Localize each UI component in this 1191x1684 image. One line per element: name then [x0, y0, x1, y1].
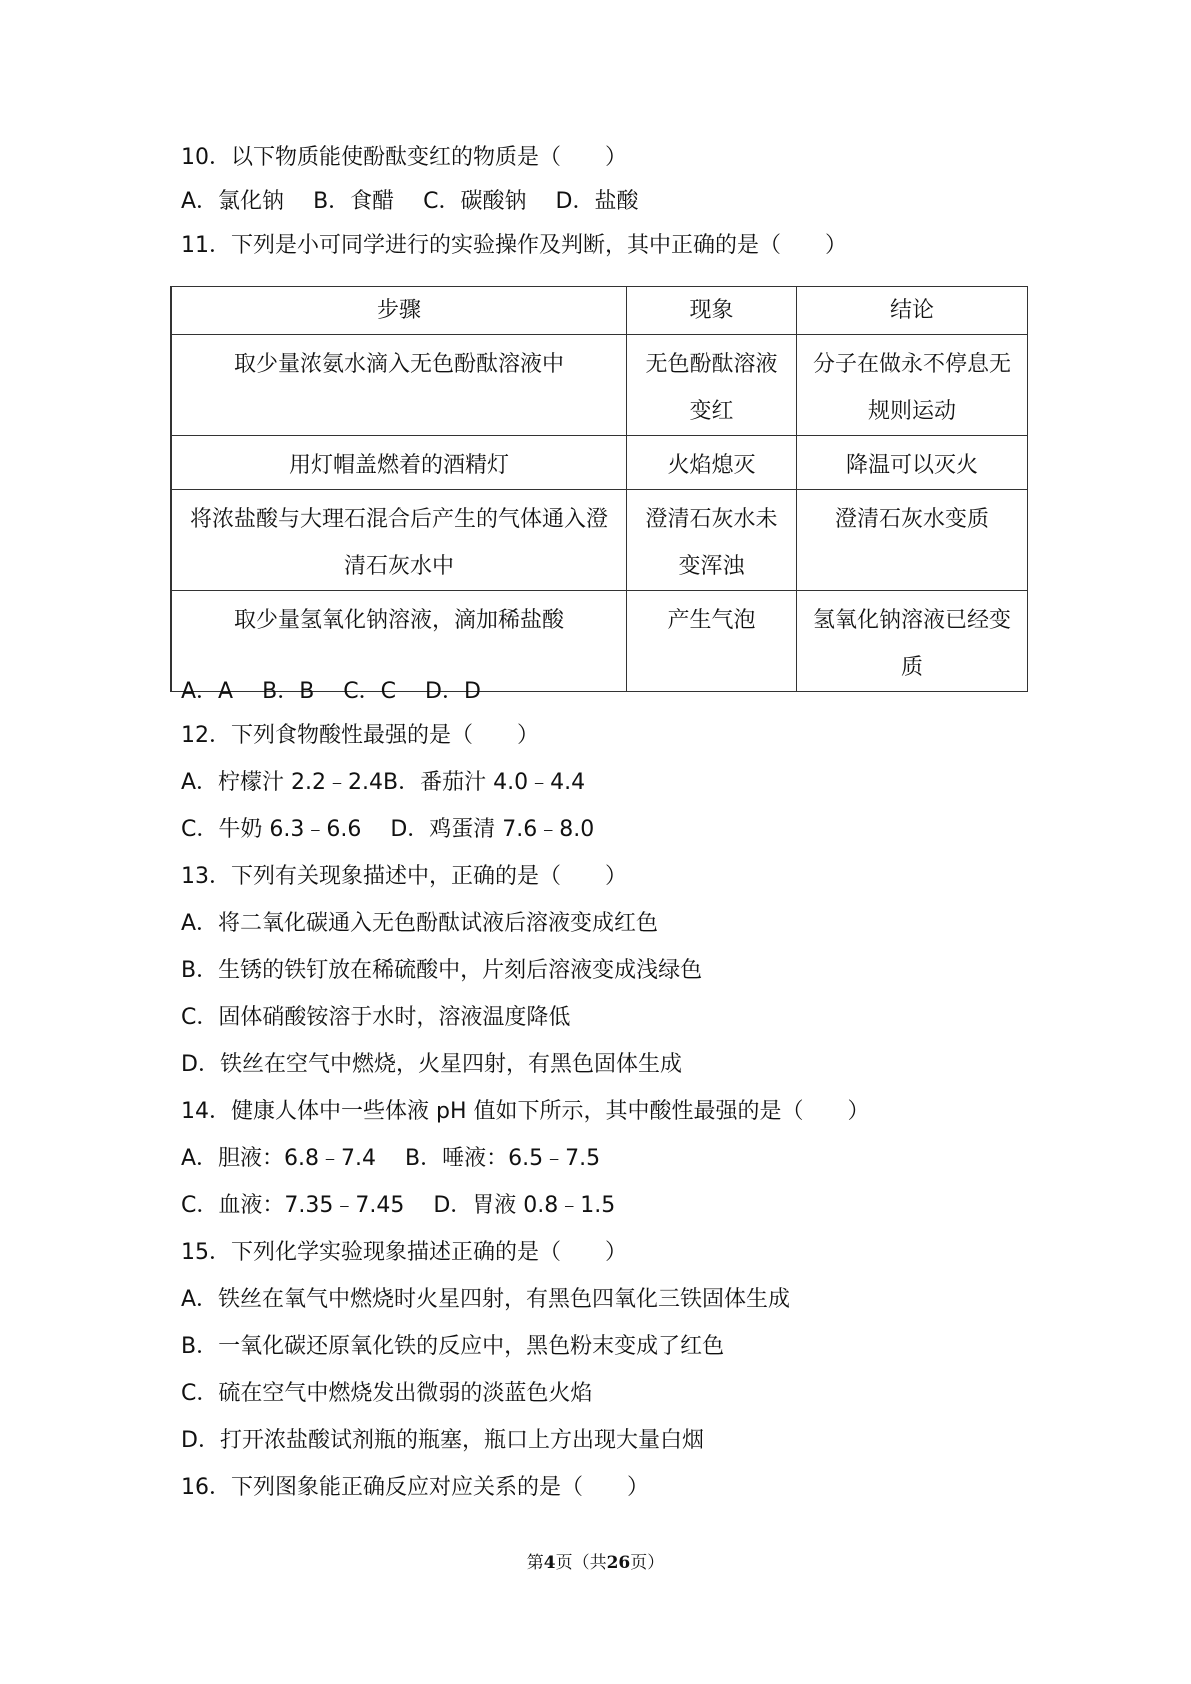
row-b-conclusion: 降温可以灭火: [796, 436, 1027, 490]
q16-stem: 16．下列图象能正确反应对应关系的是（ ）: [181, 1475, 649, 1500]
q10-option-c: C．碳酸钠: [423, 189, 527, 214]
q14-option-a: A．胆液：6.8﹣7.4: [181, 1146, 377, 1171]
q12-options-row1: [181, 768, 585, 798]
row-c-conclusion: 澄清石灰水变质: [796, 490, 1027, 591]
row-d-phenomenon: 产生气泡: [626, 591, 796, 692]
q14-option-b: B．唾液：6.5﹣7.5: [405, 1146, 601, 1171]
page-footer: [0, 1548, 1191, 1573]
q12-stem: 12．下列食物酸性最强的是（ ）: [181, 723, 539, 748]
q11-option-a: A．A: [181, 679, 234, 704]
table-header-row: [171, 287, 1028, 335]
q12-option-a: A．柠檬汁 2.2﹣2.4: [181, 770, 384, 795]
q11-option-b: B．B: [262, 679, 315, 704]
q10-option-b: B．食醋: [313, 189, 395, 214]
q12-option-c: C．牛奶 6.3﹣6.6: [181, 817, 362, 842]
q11-option-c: C．C: [343, 679, 397, 704]
q14-stem: 14．健康人体中一些体液 pH 值如下所示，其中酸性最强的是（ ）: [181, 1099, 870, 1124]
row-d-step: 取少量氢氧化钠溶液，滴加稀盐酸: [172, 591, 627, 692]
q15-option-a: A．铁丝在氧气中燃烧时火星四射，有黑色四氧化三铁固体生成: [181, 1287, 791, 1312]
table-row: [171, 335, 1028, 436]
q13-option-c: C．固体硝酸铵溶于水时，溶液温度降低: [181, 1005, 571, 1030]
table-row: [171, 490, 1028, 591]
header-phenomenon: 现象: [626, 287, 796, 335]
row-b-step: 用灯帽盖燃着的酒精灯: [172, 436, 627, 490]
row-c-step: 将浓盐酸与大理石混合后产生的气体通入澄清石灰水中: [172, 490, 627, 591]
q14-option-d: D．胃液 0.8﹣1.5: [433, 1193, 616, 1218]
header-steps: 步骤: [172, 287, 627, 335]
q15-option-c: C．硫在空气中燃烧发出微弱的淡蓝色火焰: [181, 1381, 593, 1406]
footer-prefix: 第: [526, 1553, 544, 1573]
q15-option-b: B．一氧化碳还原氧化铁的反应中，黑色粉末变成了红色: [181, 1334, 725, 1359]
q11-options: [181, 677, 503, 707]
footer-page-number: 4: [543, 1553, 556, 1573]
q14-option-c: C．血液：7.35﹣7.45: [181, 1193, 405, 1218]
q14-options-row2: [181, 1191, 637, 1221]
q12-option-b: B．番茄汁 4.0﹣4.4: [383, 770, 586, 795]
q10-option-a: A．氯化钠: [181, 189, 285, 214]
row-b-phenomenon: 火焰熄灭: [626, 436, 796, 490]
row-d-conclusion: 氢氧化钠溶液已经变质: [796, 591, 1027, 692]
q14-options-row1: [181, 1144, 622, 1174]
q13-option-a: A．将二氧化碳通入无色酚酞试液后溶液变成红色: [181, 911, 659, 936]
footer-total-pages: 26: [606, 1553, 631, 1573]
experiment-table: [170, 286, 1028, 692]
table-row: [171, 436, 1028, 490]
q15-stem: 15．下列化学实验现象描述正确的是（ ）: [181, 1240, 627, 1265]
q15-option-d: D．打开浓盐酸试剂瓶的瓶塞，瓶口上方出现大量白烟: [181, 1428, 704, 1453]
q12-option-d: D．鸡蛋清 7.6﹣8.0: [390, 817, 595, 842]
row-a-step: 取少量浓氨水滴入无色酚酞溶液中: [172, 335, 627, 436]
q11-stem: 11．下列是小可同学进行的实验操作及判断，其中正确的是（ ）: [181, 233, 847, 258]
q10-option-d: D．盐酸: [555, 189, 639, 214]
header-conclusion: 结论: [796, 287, 1027, 335]
footer-suffix: 页）: [630, 1553, 665, 1573]
row-c-phenomenon: 澄清石灰水未变浑浊: [626, 490, 796, 591]
q13-option-d: D．铁丝在空气中燃烧，火星四射，有黑色固体生成: [181, 1052, 682, 1077]
q10-stem: 10．以下物质能使酚酞变红的物质是（ ）: [181, 145, 627, 170]
q11-option-d: D．D: [425, 679, 481, 704]
q13-option-b: B．生锈的铁钉放在稀硫酸中，片刻后溶液变成浅绿色: [181, 958, 703, 983]
q12-options-row2: [181, 815, 616, 845]
q10-options: [181, 187, 660, 217]
footer-middle: 页（共: [555, 1553, 607, 1573]
row-a-phenomenon: 无色酚酞溶液变红: [626, 335, 796, 436]
q13-stem: 13．下列有关现象描述中，正确的是（ ）: [181, 864, 627, 889]
row-a-conclusion: 分子在做永不停息无规则运动: [796, 335, 1027, 436]
